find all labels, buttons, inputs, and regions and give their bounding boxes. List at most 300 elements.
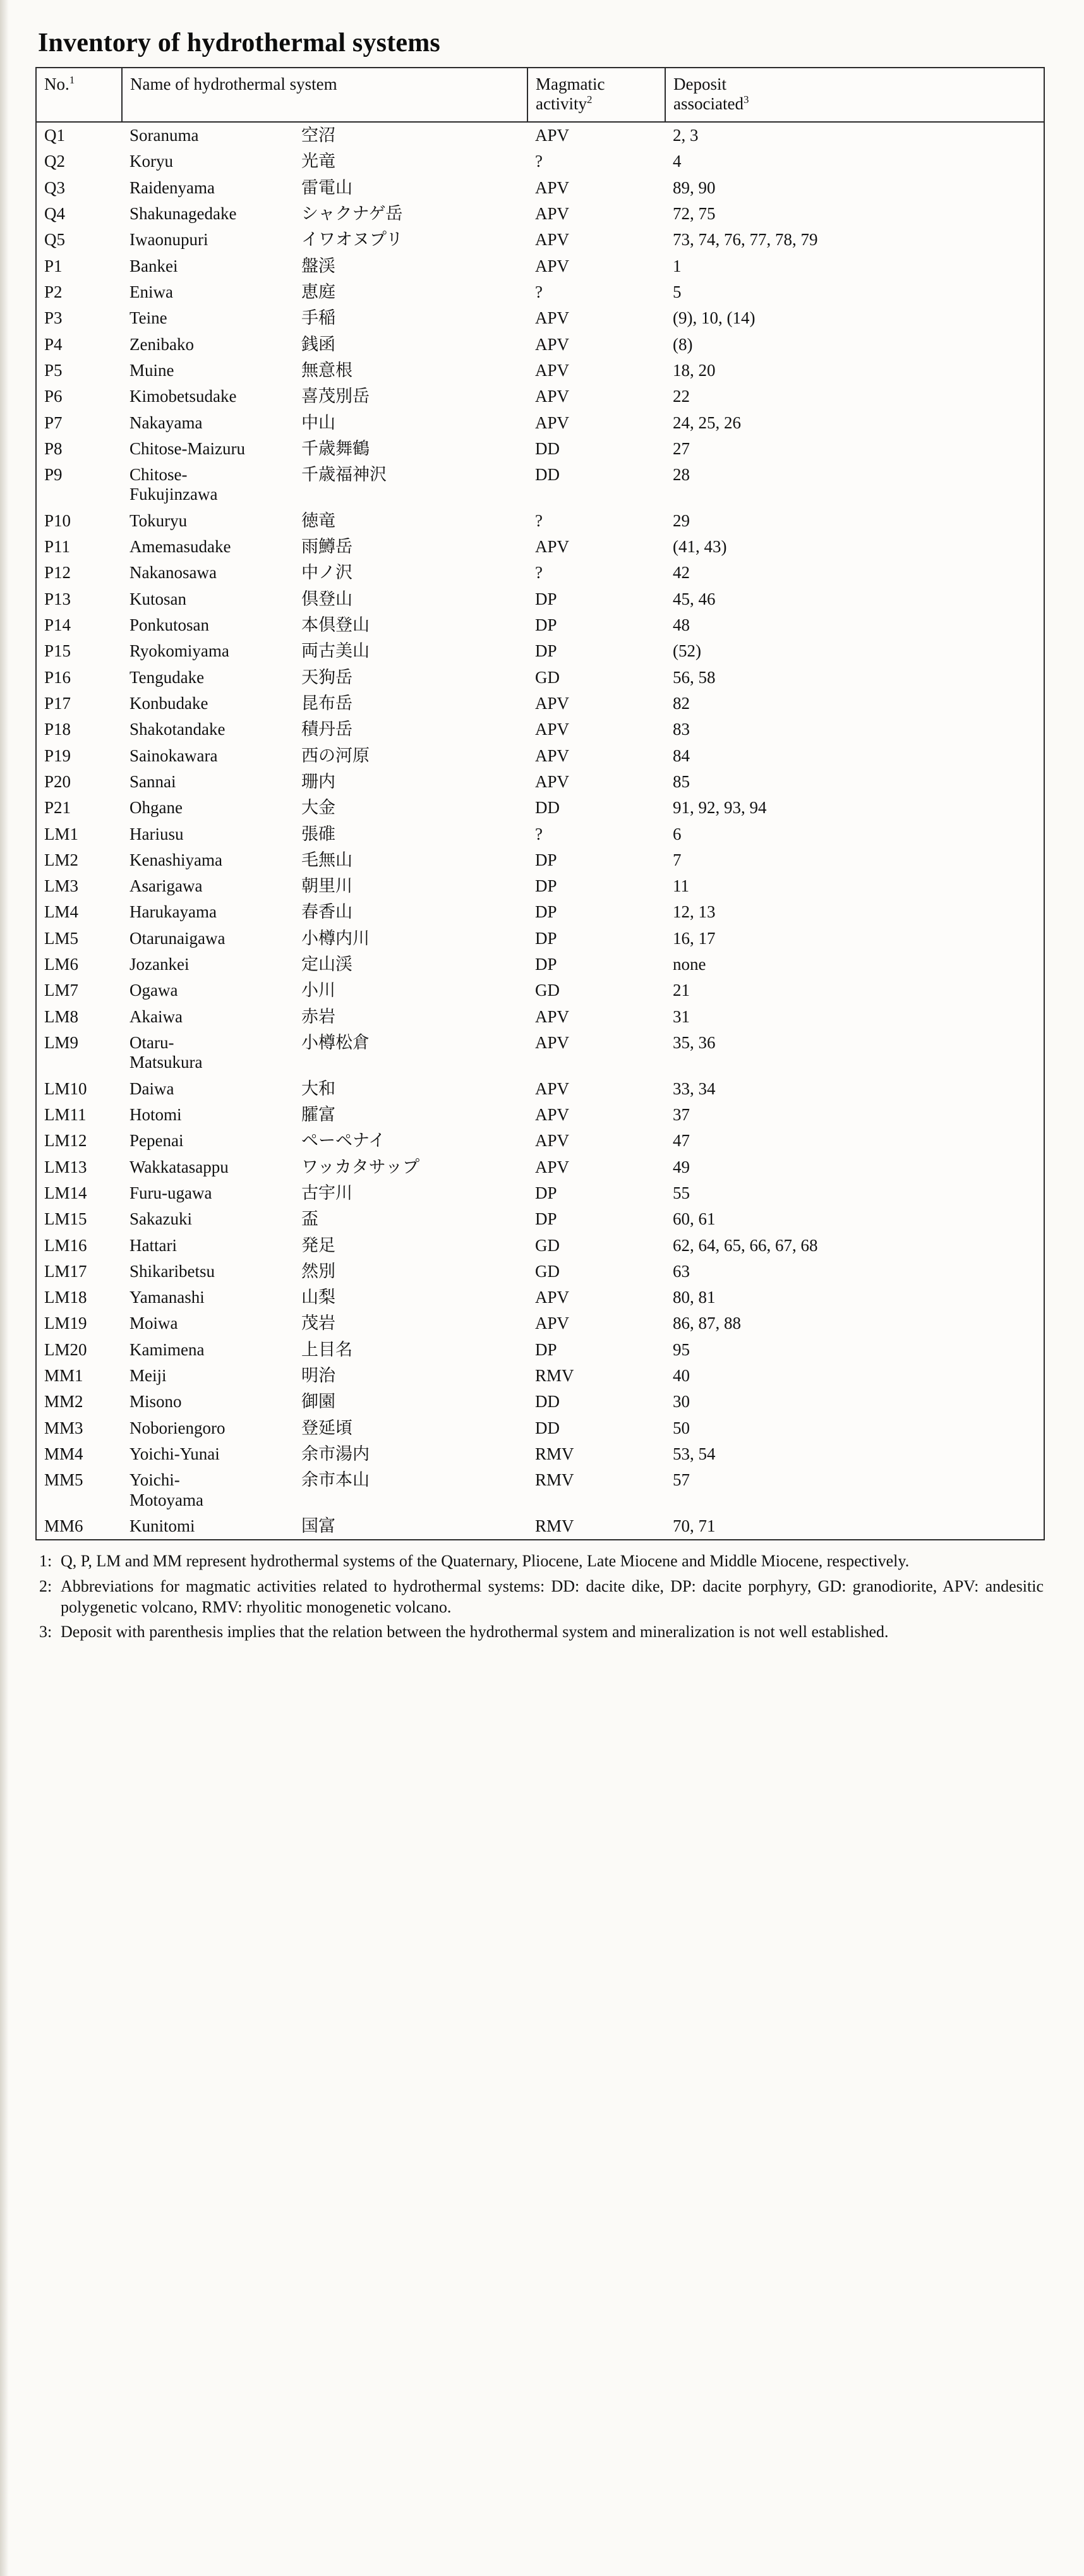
cell-system-name-romaji: Hattari — [129, 1235, 177, 1255]
cell-deposit-associated: 91, 92, 93, 94 — [665, 795, 1044, 821]
cell-system-name-japanese: ペーペナイ — [301, 1131, 386, 1151]
table-row — [36, 1154, 1044, 1180]
footnote-text: Q, P, LM and MM represent hydrothermal systems of the Quaternary, Pliocene, Late Miocene and Middle Miocene, respectively. — [61, 1552, 910, 1571]
cell-system-name-japanese: 発足 — [301, 1235, 335, 1255]
cell-deposit-associated: 50 — [665, 1415, 1044, 1441]
cell-system-number: LM17 — [36, 1259, 122, 1285]
table-row — [36, 1363, 1044, 1389]
cell-system-name-japanese: 盤渓 — [301, 256, 335, 276]
cell-system-number: LM15 — [36, 1206, 122, 1232]
cell-system-number: LM14 — [36, 1180, 122, 1206]
cell-system-name-japanese: 臛富 — [301, 1104, 335, 1125]
cell-deposit-associated: 82 — [665, 691, 1044, 717]
table-header-row — [36, 68, 1044, 122]
cell-magmatic-activity: DP — [535, 1209, 557, 1229]
cell-magmatic-activity: APV — [535, 413, 570, 432]
cell-system-name-romaji: Ogawa — [129, 981, 178, 1000]
cell-deposit-associated: (41, 43) — [665, 534, 1044, 560]
cell-system-number: P15 — [36, 638, 122, 664]
cell-system-number: LM3 — [36, 873, 122, 899]
table-row — [36, 1180, 1044, 1206]
cell-deposit-associated: 73, 74, 76, 77, 78, 79 — [665, 227, 1044, 253]
cell-deposit-associated: 35, 36 — [665, 1030, 1044, 1076]
cell-magmatic-activity: RMV — [527, 1513, 665, 1540]
cell-system-name-romaji: Ponkutosan — [129, 615, 210, 635]
cell-system-number: P11 — [36, 534, 122, 560]
table-row — [36, 1102, 1044, 1128]
table-row — [36, 410, 1044, 436]
footnote-text: Deposit with parenthesis implies that the relation between the hydrothermal system and mineralization is not well established. — [61, 1623, 889, 1642]
cell-system-name-japanese: 積丹岳 — [301, 720, 352, 740]
cell-system-name-japanese: 余市湯内 — [301, 1444, 370, 1465]
table-row — [36, 952, 1044, 977]
table-row — [36, 1128, 1044, 1154]
table-row — [36, 873, 1044, 899]
cell-system-name-romaji: Shakotandake — [129, 720, 226, 739]
cell-system-number: LM7 — [36, 977, 122, 1003]
cell-deposit-associated: 12, 13 — [665, 899, 1044, 925]
cell-deposit-associated: 33, 34 — [665, 1076, 1044, 1102]
cell-deposit-associated: 60, 61 — [665, 1206, 1044, 1232]
cell-system-name-romaji: Kunitomi — [122, 1513, 294, 1540]
cell-system-name-japanese: 明治 — [301, 1366, 335, 1386]
cell-system-name-japanese: 定山渓 — [301, 955, 352, 975]
cell-system-number: LM4 — [36, 899, 122, 925]
cell-system-number: P19 — [36, 743, 122, 769]
table-row — [36, 462, 1044, 508]
cell-deposit-associated: (9), 10, (14) — [665, 305, 1044, 331]
table-row — [36, 847, 1044, 873]
table-row — [36, 795, 1044, 821]
footnotes — [39, 1551, 1044, 1642]
cell-system-name-japanese: 喜茂別岳 — [301, 387, 370, 407]
cell-system-name-romaji: Bankei — [129, 256, 178, 275]
cell-system-number: MM5 — [36, 1467, 122, 1513]
cell-magmatic-activity: APV — [535, 693, 570, 713]
cell-magmatic-activity: APV — [535, 1033, 570, 1053]
cell-deposit-associated: 16, 17 — [665, 926, 1044, 952]
cell-system-name-japanese: イワオヌプリ — [301, 230, 403, 250]
cell-deposit-associated: 95 — [665, 1337, 1044, 1363]
cell-system-number: P3 — [36, 305, 122, 331]
cell-system-number: LM20 — [36, 1337, 122, 1363]
cell-system-name-japanese: 御園 — [301, 1392, 335, 1412]
cell-system-number: MM1 — [36, 1363, 122, 1389]
cell-system-name-japanese: 古宇川 — [301, 1183, 352, 1203]
table-row — [36, 1467, 1044, 1513]
cell-system-name-romaji: Sakazuki — [129, 1209, 192, 1229]
cell-magmatic-activity: ? — [535, 152, 543, 171]
cell-system-name-japanese: 山梨 — [301, 1288, 335, 1308]
cell-deposit-associated: 70, 71 — [665, 1513, 1044, 1540]
cell-system-number: P18 — [36, 717, 122, 742]
cell-system-number: LM6 — [36, 952, 122, 977]
cell-deposit-associated: 72, 75 — [665, 201, 1044, 227]
column-header-name: Name of hydrothermal system — [122, 68, 527, 122]
cell-system-name-romaji: Raidenyama — [129, 178, 215, 197]
cell-deposit-associated: 1 — [665, 253, 1044, 279]
cell-system-number: P16 — [36, 665, 122, 691]
cell-system-number: LM11 — [36, 1102, 122, 1128]
cell-magmatic-activity: APV — [535, 230, 570, 250]
cell-deposit-associated: 30 — [665, 1389, 1044, 1415]
cell-system-name-romaji: Asarigawa — [129, 876, 203, 896]
cell-system-number: Q5 — [36, 227, 122, 253]
cell-magmatic-activity: DP — [535, 615, 557, 635]
cell-system-number: Q1 — [36, 122, 122, 148]
cell-system-number: LM19 — [36, 1310, 122, 1336]
cell-system-number: Q2 — [36, 148, 122, 174]
cell-magmatic-activity: DD — [535, 1418, 560, 1437]
footnote-marker-3: 3 — [743, 94, 749, 106]
table-row — [36, 332, 1044, 358]
cell-system-name-japanese: 国富 — [294, 1513, 527, 1540]
cell-system-name-japanese: 光竜 — [301, 152, 335, 172]
cell-system-name-japanese: 大金 — [301, 798, 335, 818]
cell-system-name-romaji: Shakunagedake — [129, 204, 237, 224]
cell-deposit-associated: 45, 46 — [665, 586, 1044, 612]
table-row — [36, 769, 1044, 795]
cell-system-name-romaji: Sannai — [129, 771, 176, 791]
cell-system-number: MM2 — [36, 1389, 122, 1415]
cell-system-name-romaji: Kutosan — [129, 589, 186, 608]
cell-system-name-japanese: 恵庭 — [301, 282, 335, 302]
cell-system-number: P13 — [36, 586, 122, 612]
table-row — [36, 279, 1044, 305]
cell-system-name-romaji: Hotomi — [129, 1104, 182, 1124]
footnote — [39, 1551, 1044, 1571]
cell-system-number: LM2 — [36, 847, 122, 873]
cell-system-name-japanese: 雷電山 — [301, 178, 352, 198]
cell-magmatic-activity: GD — [535, 1235, 560, 1255]
cell-system-number: LM10 — [36, 1076, 122, 1102]
cell-deposit-associated: 84 — [665, 743, 1044, 769]
table-row — [36, 508, 1044, 534]
table-row — [36, 1285, 1044, 1310]
table-row — [36, 1004, 1044, 1030]
cell-magmatic-activity: APV — [535, 256, 570, 275]
cell-system-name-romaji: Kenashiyama — [129, 850, 222, 869]
cell-system-name-romaji: Jozankei — [129, 955, 190, 974]
table-row — [36, 1076, 1044, 1102]
cell-magmatic-activity: ? — [535, 824, 543, 844]
cell-system-name-japanese: 倶登山 — [301, 589, 352, 609]
table-row — [36, 743, 1044, 769]
cell-system-name-romaji: Harukayama — [129, 902, 217, 922]
cell-deposit-associated: 18, 20 — [665, 358, 1044, 384]
cell-system-number: MM3 — [36, 1415, 122, 1441]
table-row — [36, 227, 1044, 253]
cell-system-name-japanese: 盃 — [301, 1209, 318, 1230]
cell-deposit-associated: 27 — [665, 436, 1044, 462]
cell-system-name-romaji: Chitose-Maizuru — [129, 438, 245, 458]
cell-system-number: P9 — [36, 462, 122, 508]
cell-deposit-associated: 47 — [665, 1128, 1044, 1154]
table-row — [36, 1441, 1044, 1467]
cell-magmatic-activity: DP — [535, 850, 557, 869]
cell-system-name-japanese: 赤岩 — [301, 1007, 335, 1027]
cell-system-number: P12 — [36, 560, 122, 586]
footnote-text: Abbreviations for magmatic activities related to hydrothermal systems: DD: dacite dike, DP: dacite porphyry, GD: granodiorite, APV: andesitic polygenetic volcano, RMV: rhyolitic monogenetic volcano. — [61, 1576, 1044, 1616]
cell-magmatic-activity: APV — [535, 308, 570, 328]
cell-system-name-romaji: Meiji — [129, 1366, 167, 1386]
cell-system-name-japanese: 中ノ沢 — [301, 563, 352, 583]
cell-system-name-romaji: Misono — [129, 1392, 182, 1412]
inventory-table — [35, 67, 1045, 1540]
cell-system-name-japanese: 銭函 — [301, 334, 335, 354]
cell-system-name-romaji: Zenibako — [129, 334, 194, 354]
cell-system-name-japanese: 余市本山 — [301, 1470, 370, 1491]
cell-system-number: P10 — [36, 508, 122, 534]
cell-system-number: P1 — [36, 253, 122, 279]
cell-system-name-romaji: Kamimena — [129, 1339, 205, 1359]
table-row — [36, 534, 1044, 560]
cell-magmatic-activity: DD — [535, 465, 560, 485]
cell-system-name-romaji: Nakanosawa — [129, 563, 217, 583]
cell-system-name-japanese: 春香山 — [301, 902, 352, 922]
cell-system-name-romaji: Konbudake — [129, 693, 208, 713]
cell-deposit-associated: 28 — [665, 462, 1044, 508]
cell-magmatic-activity: DP — [535, 1183, 557, 1202]
table-row — [36, 899, 1044, 925]
footnote-marker-1: 1 — [69, 74, 75, 86]
column-header-number: No.$^1$ — [36, 68, 122, 122]
cell-system-name-romaji: Tengudake — [129, 667, 205, 687]
cell-magmatic-activity: APV — [535, 1104, 570, 1124]
cell-magmatic-activity: APV — [535, 334, 570, 354]
cell-system-name-japanese: 登延頃 — [301, 1418, 352, 1438]
cell-magmatic-activity: APV — [535, 178, 570, 197]
cell-magmatic-activity: APV — [535, 1157, 570, 1176]
cell-deposit-associated: 83 — [665, 717, 1044, 742]
footnote — [39, 1621, 1044, 1642]
footnote — [39, 1576, 1044, 1618]
footnote-marker-2: 2 — [587, 94, 593, 106]
cell-system-name-japanese: 朝里川 — [301, 876, 352, 897]
cell-system-name-japanese: ワッカタサップ — [301, 1157, 420, 1177]
table-row — [36, 691, 1044, 717]
cell-deposit-associated: (8) — [665, 332, 1044, 358]
cell-deposit-associated: 11 — [665, 873, 1044, 899]
cell-magmatic-activity: DP — [535, 955, 557, 974]
page-edge-shadow — [0, 0, 9, 2576]
cell-system-number: Q4 — [36, 201, 122, 227]
cell-deposit-associated: none — [665, 952, 1044, 977]
footnote-number: 1: — [39, 1552, 52, 1571]
cell-magmatic-activity: APV — [535, 360, 570, 380]
table-row — [36, 122, 1044, 148]
cell-system-name-romaji: Koryu — [129, 152, 173, 171]
cell-deposit-associated: 89, 90 — [665, 175, 1044, 201]
cell-system-name-romaji: Muine — [129, 360, 174, 380]
cell-system-name-romaji: Sainokawara — [129, 746, 218, 765]
cell-magmatic-activity: APV — [535, 1314, 570, 1333]
cell-system-name-romaji: Akaiwa — [129, 1007, 183, 1026]
cell-system-name-romaji: Daiwa — [129, 1079, 174, 1098]
cell-magmatic-activity: DP — [535, 902, 557, 922]
cell-system-name-japanese: 小樽松倉 — [301, 1033, 370, 1053]
cell-system-name-japanese: 然別 — [301, 1261, 335, 1281]
cell-system-name-romaji: Otaru- Matsukura — [129, 1033, 203, 1072]
cell-system-name-romaji: Furu-ugawa — [129, 1183, 212, 1202]
cell-system-name-japanese: 千歳福神沢 — [301, 465, 387, 485]
table-row — [36, 638, 1044, 664]
cell-deposit-associated: 80, 81 — [665, 1285, 1044, 1310]
table-row — [36, 1233, 1044, 1259]
table-row — [36, 977, 1044, 1003]
cell-deposit-associated: 48 — [665, 612, 1044, 638]
table-row — [36, 175, 1044, 201]
cell-magmatic-activity: ? — [535, 282, 543, 301]
table-row — [36, 926, 1044, 952]
table-row — [36, 1415, 1044, 1441]
cell-system-number: P2 — [36, 279, 122, 305]
footnote-number: 3: — [39, 1623, 52, 1642]
cell-magmatic-activity: ? — [535, 511, 543, 530]
cell-system-name-romaji: Tokuryu — [129, 511, 188, 530]
table-row — [36, 436, 1044, 462]
cell-deposit-associated: 86, 87, 88 — [665, 1310, 1044, 1336]
cell-system-number: LM13 — [36, 1154, 122, 1180]
cell-magmatic-activity: DP — [535, 928, 557, 948]
cell-deposit-associated: 29 — [665, 508, 1044, 534]
cell-system-name-japanese: 天狗岳 — [301, 667, 352, 687]
table-row — [36, 148, 1044, 174]
cell-deposit-associated: 24, 25, 26 — [665, 410, 1044, 436]
cell-magmatic-activity: APV — [535, 126, 570, 145]
table-row — [36, 1030, 1044, 1076]
cell-system-name-japanese: 毛無山 — [301, 850, 352, 870]
cell-deposit-associated: 53, 54 — [665, 1441, 1044, 1467]
cell-system-name-japanese: シャクナゲ岳 — [301, 204, 403, 224]
cell-system-name-romaji: Moiwa — [129, 1314, 178, 1333]
cell-magmatic-activity: DD — [535, 438, 560, 458]
cell-system-name-romaji: Eniwa — [129, 282, 173, 301]
cell-system-name-japanese: 無意根 — [301, 360, 352, 380]
cell-system-number: P5 — [36, 358, 122, 384]
cell-magmatic-activity: DP — [535, 641, 557, 661]
cell-magmatic-activity: APV — [535, 720, 570, 739]
cell-magmatic-activity: GD — [535, 667, 560, 687]
cell-system-number: LM1 — [36, 821, 122, 847]
cell-deposit-associated: 63 — [665, 1259, 1044, 1285]
cell-magmatic-activity: RMV — [535, 1470, 574, 1490]
cell-system-name-romaji: Hariusu — [129, 824, 184, 844]
cell-magmatic-activity: APV — [535, 537, 570, 557]
cell-deposit-associated: 57 — [665, 1467, 1044, 1513]
cell-system-name-japanese: 西の河原 — [301, 746, 370, 766]
cell-system-name-romaji: Noboriengoro — [129, 1418, 226, 1437]
cell-deposit-associated: 21 — [665, 977, 1044, 1003]
cell-magmatic-activity: RMV — [535, 1444, 574, 1464]
table-row — [36, 717, 1044, 742]
cell-system-name-romaji: Chitose- Fukujinzawa — [129, 465, 218, 504]
cell-system-name-japanese: 千歳舞鶴 — [301, 438, 370, 459]
table-row — [36, 586, 1044, 612]
column-header-magmatic-activity: Magmatic activity$^2$ — [527, 68, 665, 122]
cell-deposit-associated: 22 — [665, 384, 1044, 409]
cell-magmatic-activity: APV — [535, 204, 570, 224]
table-row — [36, 1206, 1044, 1232]
table-row — [36, 1389, 1044, 1415]
cell-system-name-romaji: Yoichi-Yunai — [129, 1444, 220, 1464]
cell-magmatic-activity: DP — [535, 876, 557, 896]
cell-system-number: P17 — [36, 691, 122, 717]
table-row — [36, 384, 1044, 409]
cell-magmatic-activity: DD — [535, 798, 560, 818]
cell-system-name-japanese: 手稲 — [301, 308, 335, 329]
cell-system-number: P6 — [36, 384, 122, 409]
cell-deposit-associated: 55 — [665, 1180, 1044, 1206]
cell-system-name-japanese: 茂岩 — [301, 1314, 335, 1334]
cell-system-name-romaji: Ohgane — [129, 798, 183, 818]
cell-deposit-associated: 31 — [665, 1004, 1044, 1030]
cell-system-name-romaji: Ryokomiyama — [129, 641, 229, 661]
cell-system-name-romaji: Wakkatasappu — [129, 1157, 229, 1176]
table-row — [36, 1310, 1044, 1336]
cell-deposit-associated: 49 — [665, 1154, 1044, 1180]
cell-deposit-associated: 42 — [665, 560, 1044, 586]
cell-system-name-japanese: 張碓 — [301, 824, 335, 844]
cell-magmatic-activity: DD — [535, 1392, 560, 1412]
table-row — [36, 821, 1044, 847]
cell-system-number: LM5 — [36, 926, 122, 952]
cell-system-name-japanese: 昆布岳 — [301, 693, 352, 713]
cell-magmatic-activity: RMV — [535, 1366, 574, 1386]
cell-deposit-associated: 37 — [665, 1102, 1044, 1128]
cell-magmatic-activity: APV — [535, 771, 570, 791]
cell-system-number: P14 — [36, 612, 122, 638]
cell-magmatic-activity: DP — [535, 589, 557, 608]
column-header-deposit-associated: Deposit associated$^3$ — [665, 68, 1044, 122]
page-title: Inventory of hydrothermal systems — [38, 28, 440, 57]
cell-system-number: P20 — [36, 769, 122, 795]
cell-system-name-romaji: Soranuma — [129, 126, 199, 145]
cell-system-number: P4 — [36, 332, 122, 358]
cell-system-name-romaji: Kimobetsudake — [129, 387, 237, 406]
cell-magmatic-activity: APV — [535, 387, 570, 406]
cell-magmatic-activity: APV — [535, 746, 570, 765]
cell-system-name-romaji: Yamanashi — [129, 1288, 205, 1307]
cell-deposit-associated: (52) — [665, 638, 1044, 664]
cell-deposit-associated: 5 — [665, 279, 1044, 305]
table-row — [36, 305, 1044, 331]
cell-system-number: LM8 — [36, 1004, 122, 1030]
cell-system-name-japanese: 珊内 — [301, 771, 335, 792]
cell-system-number: MM6 — [36, 1513, 122, 1540]
cell-system-name-japanese: 本倶登山 — [301, 615, 370, 636]
cell-magmatic-activity: GD — [535, 1261, 560, 1281]
cell-system-number: LM9 — [36, 1030, 122, 1076]
table-row — [36, 1259, 1044, 1285]
table-row — [36, 1337, 1044, 1363]
cell-system-number: P21 — [36, 795, 122, 821]
cell-magmatic-activity: APV — [535, 1007, 570, 1026]
cell-magmatic-activity: GD — [535, 981, 560, 1000]
cell-system-number: P7 — [36, 410, 122, 436]
cell-deposit-associated: 6 — [665, 821, 1044, 847]
cell-system-name-japanese: 小樽内川 — [301, 928, 370, 948]
cell-system-name-romaji: Iwaonupuri — [129, 230, 208, 250]
cell-system-number: MM4 — [36, 1441, 122, 1467]
cell-system-number: LM12 — [36, 1128, 122, 1154]
table-row — [36, 1513, 1044, 1540]
cell-system-name-romaji: Nakayama — [129, 413, 203, 432]
cell-system-name-japanese: 徳竜 — [301, 511, 335, 531]
table-row — [36, 201, 1044, 227]
cell-deposit-associated: 2, 3 — [665, 122, 1044, 148]
cell-magmatic-activity: APV — [535, 1288, 570, 1307]
